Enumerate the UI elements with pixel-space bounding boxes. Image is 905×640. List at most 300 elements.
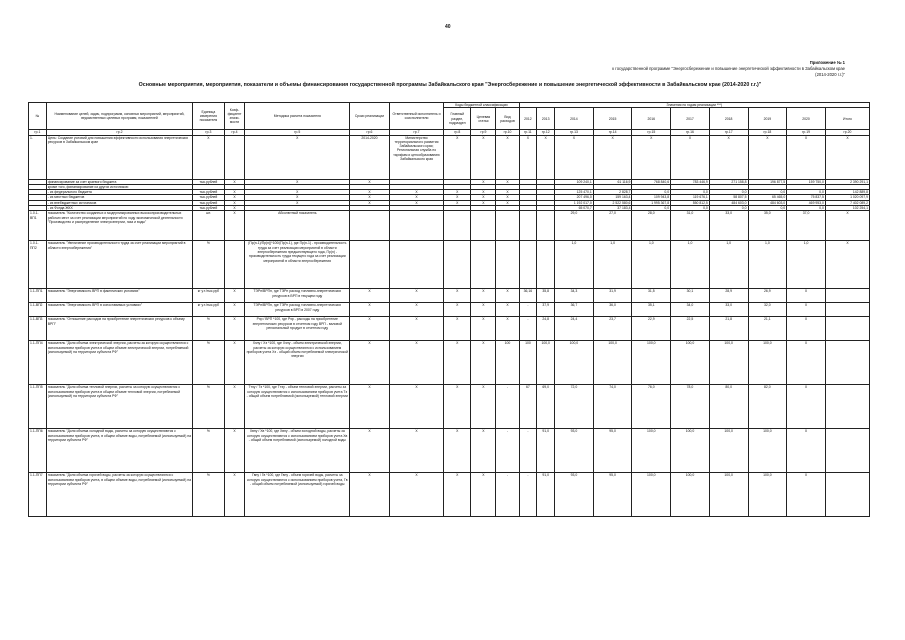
indicator-total: Х bbox=[825, 241, 869, 289]
finance-y2018: 58 807,5 bbox=[709, 195, 748, 200]
indicator-y2019: 21,1 bbox=[748, 317, 787, 341]
indicator-y2018: 33,0 bbox=[709, 211, 748, 241]
finance-y2017: 550 812,5 bbox=[671, 200, 710, 205]
finance-term: Х bbox=[350, 200, 390, 205]
col-number: гр.16 bbox=[671, 130, 710, 135]
finance-total: 1 020 097,9 bbox=[825, 195, 869, 200]
indicator-y2018: 80,0 bbox=[709, 385, 748, 429]
finance-term: Х bbox=[350, 190, 390, 195]
indicator-row bbox=[29, 429, 870, 473]
indicator-coef: Х bbox=[224, 303, 245, 317]
indicator-term bbox=[350, 211, 390, 241]
indicator-vid bbox=[496, 241, 519, 289]
finance-coef: Х bbox=[224, 195, 245, 200]
header-2016: 2016 bbox=[632, 108, 671, 130]
col-number: гр.12 bbox=[537, 130, 555, 135]
indicator-y2013 bbox=[537, 241, 555, 289]
indicator-y2013: 35,8 bbox=[537, 289, 555, 303]
header-vid: Вид расходов bbox=[496, 108, 519, 130]
indicator-y2019: 1,0 bbox=[748, 241, 787, 289]
finance-y2020: 469 953,0 bbox=[787, 200, 826, 205]
indicator-vid: Х bbox=[496, 317, 519, 341]
indicator-method: Хэлу / Хэ *100, где Хэлу - объем электрической энергии, расчеты за которую осуществляются с использованием приборов учета Хэ - общий объем потребляемой электрической энергии bbox=[245, 341, 350, 385]
finance-y2020: 0,0 bbox=[787, 206, 826, 211]
indicator-num: 1.1-ВП3 bbox=[29, 317, 47, 341]
indicator-y2018: 33,0 bbox=[709, 303, 748, 317]
indicator-total bbox=[825, 303, 869, 317]
finance-y2020: 75 837,5 bbox=[787, 195, 826, 200]
goal-coef bbox=[224, 135, 245, 179]
finance-y2014: 1 192 017,0 bbox=[555, 200, 594, 205]
indicator-vid: Х bbox=[496, 289, 519, 303]
appendix-text: к государственной программе "Энергосбережение и повышение энергетической эффективности в Забайкальском крае (2014-2020 г.г.)" bbox=[612, 66, 845, 77]
indicator-y2014: 34,3 bbox=[555, 289, 594, 303]
indicator-y2013: 91,0 bbox=[537, 429, 555, 473]
indicator-coef: Х bbox=[224, 211, 245, 241]
indicator-y2015: 23,7 bbox=[593, 317, 632, 341]
finance-y2015: 159 163,4 bbox=[593, 195, 632, 200]
indicator-y2012: - bbox=[519, 303, 537, 317]
finance-coef: Х bbox=[224, 179, 245, 184]
indicator-y2014: 36,7 bbox=[555, 303, 594, 317]
header-2017: 2017 bbox=[671, 108, 710, 130]
col-number: гр.20 bbox=[825, 130, 869, 135]
header-coef: Коэф-фициент значи-мости bbox=[224, 103, 245, 130]
finance-y2015: 37 183,4 bbox=[593, 206, 632, 211]
finance-y2018: 484 603,0 bbox=[709, 200, 748, 205]
indicator-y2015: 1,0 bbox=[593, 241, 632, 289]
finance-total: 2 390 291,1 bbox=[825, 179, 869, 184]
finance-glav: Х bbox=[444, 200, 471, 205]
indicator-glav: Х bbox=[444, 341, 471, 385]
indicator-vid: - bbox=[496, 473, 519, 517]
header-name: Наименование целей, задач, подпрограмм, основных мероприятий, мероприятий, ведомственных целевых программ, показателей bbox=[46, 103, 192, 130]
indicator-stat: Х bbox=[471, 473, 496, 517]
indicator-y2013: 37,9 bbox=[537, 303, 555, 317]
indicator-method: Рэр / ВРП *100, где Рэр - расходы на приобретение энергетических ресурсов в отчетном году ВРП - валовой региональный продукт в отчетном году bbox=[245, 317, 350, 341]
indicator-y2018: 28,9 bbox=[709, 289, 748, 303]
goal-unit: Х bbox=[193, 135, 224, 179]
header-2013: 2013 bbox=[537, 108, 555, 130]
col-number: гр.11 bbox=[519, 130, 537, 135]
finance-vid: Х bbox=[496, 195, 519, 200]
indicator-glav: Х bbox=[444, 317, 471, 341]
indicator-unit: шт. bbox=[193, 211, 224, 241]
finance-coef: Х bbox=[224, 190, 245, 195]
col-number: гр.10 bbox=[496, 130, 519, 135]
indicator-y2016: 31,5 bbox=[632, 289, 671, 303]
indicator-method: Ттэу / Тэ *100, где Ттэу - объем тепловой энергии, расчеты за которую осуществляются с использованием приборов учета Тэ - общий объем потребляемой (используемой) тепловой энергии bbox=[245, 385, 350, 429]
goal-2020: Х bbox=[787, 135, 826, 179]
finance-y2017: 783 446,9 bbox=[671, 179, 710, 184]
indicator-y2012: 100 bbox=[519, 341, 537, 385]
col-number: гр.1 bbox=[29, 130, 47, 135]
indicator-y2016: 100,0 bbox=[632, 341, 671, 385]
header-stat: Целевая статья bbox=[471, 108, 496, 130]
goal-term: 2014-2020 bbox=[350, 135, 390, 179]
goal-2017: Х bbox=[671, 135, 710, 179]
indicator-vid: - bbox=[496, 429, 519, 473]
header-unit: Единица измерения показателя bbox=[193, 103, 224, 130]
finance-y2015: 61 116,9 bbox=[593, 179, 632, 184]
finance-total: 142 889,8 bbox=[825, 190, 869, 195]
col-number: гр.14 bbox=[593, 130, 632, 135]
indicator-num: 1.1-ПП5 bbox=[29, 385, 47, 429]
indicator-total bbox=[825, 385, 869, 429]
finance-name: - из федерального бюджета bbox=[46, 190, 192, 195]
indicator-exec bbox=[389, 211, 443, 241]
header-method: Методика расчета показателя bbox=[245, 103, 350, 130]
indicator-row bbox=[29, 303, 870, 317]
indicator-y2017: 1,0 bbox=[671, 241, 710, 289]
indicator-term: Х bbox=[350, 289, 390, 303]
indicator-num: 1.1-ПП7 bbox=[29, 473, 47, 517]
indicator-num: 1.1-ПП6 bbox=[29, 429, 47, 473]
indicator-exec: Х bbox=[389, 317, 443, 341]
indicator-y2014: 1,0 bbox=[555, 241, 594, 289]
indicator-y2012: - bbox=[519, 429, 537, 473]
indicator-name: показатель "Доля объема электрической энергии, расчеты за которую осуществляются с использованием приборов учета в общем объеме электрической энергии, потребляемой (используемой) на территории субъекта РФ" bbox=[46, 341, 192, 385]
finance-name: кроме того, финансирование из других источников: bbox=[46, 184, 192, 189]
goal-vid: Х bbox=[496, 135, 519, 179]
table-body bbox=[29, 135, 870, 517]
indicator-coef bbox=[224, 241, 245, 289]
finance-y2014: 109 240,1 bbox=[555, 179, 594, 184]
indicator-total bbox=[825, 473, 869, 517]
indicator-method: Хвпу / Хв *100, где Хвпу - объем холодной воды, расчеты за которую осуществляются с использованием приборов учета Хв - общий объем потребляемой (используемой) холодной воды bbox=[245, 429, 350, 473]
indicator-y2014: 72,0 bbox=[555, 385, 594, 429]
indicator-unit: кг у.т./тыс.руб bbox=[193, 303, 224, 317]
document-title: Основные мероприятия, мероприятия, показатели и объемы финансирования государственной программы Забайкальского края "Энергосбережение и повышение энергетической эффективности в Забайкальском крае (2014-2020 г.г.)" bbox=[138, 82, 762, 88]
appendix-header bbox=[605, 60, 845, 78]
header-2015: 2015 bbox=[593, 108, 632, 130]
indicator-row bbox=[29, 473, 870, 517]
finance-method: Х bbox=[245, 190, 350, 195]
indicator-term: Х bbox=[350, 317, 390, 341]
col-number: гр.5 bbox=[245, 130, 350, 135]
goal-executor: Министерство территориального развития Забайкальского края; Региональная служба по тарифам и ценообразованию Забайкальского края bbox=[389, 135, 443, 179]
indicator-row bbox=[29, 385, 870, 429]
finance-unit: тыс.рублей bbox=[193, 200, 224, 205]
finance-y2017: 0,0 bbox=[671, 190, 710, 195]
header-2020: 2020 bbox=[787, 108, 826, 130]
indicator-coef: Х bbox=[224, 341, 245, 385]
indicator-num: 1.0.1-ПП2 bbox=[29, 241, 47, 289]
indicator-y2015: 74,0 bbox=[593, 385, 632, 429]
finance-method: Х bbox=[245, 179, 350, 184]
finance-coef: Х bbox=[224, 200, 245, 205]
header-glav: Главный раздел, подраздел bbox=[444, 108, 471, 130]
finance-vid: Х bbox=[496, 179, 519, 184]
goal-2013: Х bbox=[537, 135, 555, 179]
goal-method: Х bbox=[245, 135, 350, 179]
finance-y2015: 2 828,7 bbox=[593, 190, 632, 195]
indicator-num: 1.1-ПП4 bbox=[29, 341, 47, 385]
col-number: гр.18 bbox=[748, 130, 787, 135]
indicator-y2014: 93,0 bbox=[555, 473, 594, 517]
finance-stat: Х bbox=[471, 179, 496, 184]
indicator-name: показатель "Доля объема тепловой энергии, расчеты за которую осуществляются с использованием приборов учета в общем объеме тепловой энергии, потребляемой (используемой) на территории субъекта РФ" bbox=[46, 385, 192, 429]
finance-glav: Х bbox=[444, 190, 471, 195]
indicator-y2014: 24,4 bbox=[555, 317, 594, 341]
indicator-method: ТЭРн/ВРПн, где ТЭРн расход топливно-энергетических ресурсов в ВРП в 2007 году bbox=[245, 303, 350, 317]
indicator-y2012: 67 bbox=[519, 385, 537, 429]
indicator-coef: Х bbox=[224, 289, 245, 303]
indicator-y2019: 100,0 bbox=[748, 429, 787, 473]
indicator-y2017: 100,0 bbox=[671, 429, 710, 473]
indicator-y2012: - bbox=[519, 473, 537, 517]
finance-stat: Х bbox=[471, 190, 496, 195]
indicator-term: Х bbox=[350, 473, 390, 517]
header-budget-codes: Коды бюджетной классификации bbox=[444, 103, 519, 108]
col-number: гр.17 bbox=[709, 130, 748, 135]
finance-y2019: 65 465,0 bbox=[748, 195, 787, 200]
finance-y2014: 65 070,7 bbox=[555, 206, 594, 211]
indicator-name: показатель "Количество созданных и модернизированных высокопроизводительных рабочих мест за счет реализации мероприятий по ходу экономической деятельности "Производство и распределение электроэнергии, газа и воды" bbox=[46, 211, 192, 241]
indicator-method: ТЭРн/ВРПн, где ТЭРн расход топливно-энергетических ресурсов в ВРП в текущем году bbox=[245, 289, 350, 303]
indicator-coef: Х bbox=[224, 385, 245, 429]
goal-glav: Х bbox=[444, 135, 471, 179]
indicator-glav bbox=[444, 241, 471, 289]
finance-y2015: 2 522 580,6 bbox=[593, 200, 632, 205]
indicator-y2015: 95,0 bbox=[593, 429, 632, 473]
finance-stat: Х bbox=[471, 195, 496, 200]
indicator-exec: Х bbox=[389, 385, 443, 429]
col-number: гр.2 bbox=[46, 130, 192, 135]
indicator-total bbox=[825, 317, 869, 341]
indicator-glav bbox=[444, 211, 471, 241]
indicator-y2012 bbox=[519, 211, 537, 241]
indicator-y2018: 1,0 bbox=[709, 241, 748, 289]
finance-y2019: 484 603,0 bbox=[748, 200, 787, 205]
col-number: гр.8 bbox=[444, 130, 471, 135]
indicator-glav: Х bbox=[444, 473, 471, 517]
indicator-unit: % bbox=[193, 241, 224, 289]
indicator-stat: Х bbox=[471, 317, 496, 341]
indicator-unit: % bbox=[193, 317, 224, 341]
indicator-total bbox=[825, 429, 869, 473]
col-number: гр.9 bbox=[471, 130, 496, 135]
indicator-y2018: 100,0 bbox=[709, 473, 748, 517]
indicator-num: 1.0.1-ВП1 bbox=[29, 211, 47, 241]
indicator-y2019: 82,0 bbox=[748, 385, 787, 429]
indicator-y2016: 100,0 bbox=[632, 473, 671, 517]
goal-2014: Х bbox=[555, 135, 594, 179]
indicator-y2017: 100,0 bbox=[671, 473, 710, 517]
indicator-total bbox=[825, 341, 869, 385]
indicator-exec bbox=[389, 241, 443, 289]
program-table bbox=[28, 102, 870, 517]
indicator-exec: Х bbox=[389, 341, 443, 385]
finance-method: Х bbox=[245, 195, 350, 200]
header-num: № bbox=[29, 103, 47, 130]
indicator-y2014: 93,0 bbox=[555, 429, 594, 473]
finance-y2016: 768 840,6 bbox=[632, 179, 671, 184]
finance-unit: тыс.рублей bbox=[193, 195, 224, 200]
col-number: гр.13 bbox=[555, 130, 594, 135]
indicator-y2014: 29,0 bbox=[555, 211, 594, 241]
indicator-stat: Х bbox=[471, 303, 496, 317]
indicator-unit: % bbox=[193, 429, 224, 473]
finance-y2018: 0,0 bbox=[709, 190, 748, 195]
finance-method: Х bbox=[245, 200, 350, 205]
indicator-coef: Х bbox=[224, 429, 245, 473]
indicator-stat: Х bbox=[471, 429, 496, 473]
indicator-y2016: 22,9 bbox=[632, 317, 671, 341]
indicator-y2017: 31,0 bbox=[671, 211, 710, 241]
indicator-y2016: 100,0 bbox=[632, 429, 671, 473]
indicator-vid: Х bbox=[496, 303, 519, 317]
finance-y2014: 125 470,1 bbox=[555, 190, 594, 195]
finance-y2019: 0,0 bbox=[748, 206, 787, 211]
finance-glav: Х bbox=[444, 195, 471, 200]
finance-name: - из Фонда ЖКХ bbox=[46, 206, 192, 211]
appendix-title: Приложение № 1 bbox=[809, 60, 845, 65]
indicator-y2020: 1,0 bbox=[787, 241, 826, 289]
indicator-exec: Х bbox=[389, 473, 443, 517]
finance-y2016: 1 995 367,8 bbox=[632, 200, 671, 205]
indicator-name: показатель "Доля объема холодной воды, расчеты за которую осуществляются с использованием приборов учета, в общем объеме воды, потребляемой (используемой) на территории субъекта РФ" bbox=[46, 429, 192, 473]
indicator-y2020: Х bbox=[787, 303, 826, 317]
finance-unit: тыс.рублей bbox=[193, 179, 224, 184]
header-2019: 2019 bbox=[748, 108, 787, 130]
col-number: гр.7 bbox=[389, 130, 443, 135]
header-2012: 2012 bbox=[519, 108, 537, 130]
indicator-y2020: Х bbox=[787, 317, 826, 341]
indicator-y2020: Х bbox=[787, 385, 826, 429]
indicator-glav: Х bbox=[444, 303, 471, 317]
indicator-total bbox=[825, 289, 869, 303]
indicator-name: показатель "Энергоемкость ВРП в фактических условиях" bbox=[46, 289, 192, 303]
finance-name: - из внебюджетных источников bbox=[46, 200, 192, 205]
indicator-y2020: Х bbox=[787, 341, 826, 385]
indicator-y2019: 32,0 bbox=[748, 303, 787, 317]
indicator-unit: кг у.т./тыс.руб bbox=[193, 289, 224, 303]
indicator-stat: Х bbox=[471, 385, 496, 429]
finance-y2014: 207 496,0 bbox=[555, 195, 594, 200]
indicator-y2012 bbox=[519, 241, 537, 289]
indicator-row bbox=[29, 289, 870, 303]
header-2018: 2018 bbox=[709, 108, 748, 130]
indicator-y2016: 28,0 bbox=[632, 211, 671, 241]
indicator-y2013 bbox=[537, 211, 555, 241]
finance-name: финансирование за счет краевого бюджета bbox=[46, 179, 192, 184]
indicator-unit: % bbox=[193, 341, 224, 385]
finance-stat: Х bbox=[471, 200, 496, 205]
goal-name: Цель: Создание условий для повышения эффективности использования энергетических ресурсов в Забайкальском крае bbox=[46, 135, 192, 179]
indicator-y2016: 1,0 bbox=[632, 241, 671, 289]
indicator-method: Абсолютный показатель bbox=[245, 211, 350, 241]
col-number: гр.15 bbox=[632, 130, 671, 135]
col-number: гр.4 bbox=[224, 130, 245, 135]
indicator-unit: % bbox=[193, 385, 224, 429]
finance-coef: Х bbox=[224, 206, 245, 211]
indicator-total: Х bbox=[825, 211, 869, 241]
indicator-y2020: Х bbox=[787, 429, 826, 473]
page-number: 40 bbox=[445, 24, 451, 30]
indicator-vid: 100 bbox=[496, 341, 519, 385]
indicator-method: Гвпу / Гв *100, где Гвпу - объем горячей воды, расчеты за которую осуществляются с использованием приборов учета, Гв - общий объем потребляемой (используемой) горячей воды bbox=[245, 473, 350, 517]
finance-y2019: 196 877,5 bbox=[748, 179, 787, 184]
finance-total: 7 402 089,2 bbox=[825, 200, 869, 205]
indicator-y2017: 22,5 bbox=[671, 317, 710, 341]
indicator-y2013: 91,0 bbox=[537, 473, 555, 517]
indicator-stat bbox=[471, 211, 496, 241]
indicator-term: Х bbox=[350, 429, 390, 473]
goal-stat: Х bbox=[471, 135, 496, 179]
finance-exec: Х bbox=[389, 190, 443, 195]
goal-2018: Х bbox=[709, 135, 748, 179]
goal-2012: Х bbox=[519, 135, 537, 179]
finance-y2016: 0,0 bbox=[632, 206, 671, 211]
indicator-y2013: 24,8 bbox=[537, 317, 555, 341]
finance-y2017: 119 676,1 bbox=[671, 195, 710, 200]
finance-y2019: 0,0 bbox=[748, 190, 787, 195]
header-years-group: Значения по годам реализации ***) bbox=[519, 103, 869, 108]
indicator-y2016: 35,1 bbox=[632, 303, 671, 317]
col-number: гр.6 bbox=[350, 130, 390, 135]
indicator-stat: Х bbox=[471, 341, 496, 385]
indicator-y2015: 27,0 bbox=[593, 211, 632, 241]
indicator-y2019: 35,0 bbox=[748, 211, 787, 241]
indicator-name: показатель "Доля объема горячей воды, расчеты за которую осуществляются с использованием приборов учета, в общем объеме воды, потребляемой (используемой) на территории субъекта РФ" bbox=[46, 473, 192, 517]
indicator-y2015: 95,0 bbox=[593, 473, 632, 517]
indicator-y2019: 26,9 bbox=[748, 289, 787, 303]
indicator-term: Х bbox=[350, 341, 390, 385]
finance-y2020: 159 750,0 bbox=[787, 179, 826, 184]
finance-exec: Х bbox=[389, 200, 443, 205]
indicator-y2019: 100,0 bbox=[748, 341, 787, 385]
indicator-unit: % bbox=[193, 473, 224, 517]
indicator-y2016: 76,0 bbox=[632, 385, 671, 429]
finance-y2016: 0,0 bbox=[632, 190, 671, 195]
goal-row bbox=[29, 135, 870, 179]
indicator-num: 1.1-ПП1 bbox=[29, 289, 47, 303]
table-header bbox=[29, 103, 870, 136]
indicator-y2013: 69,0 bbox=[537, 385, 555, 429]
indicator-y2017: 30,1 bbox=[671, 289, 710, 303]
indicator-y2017: 34,0 bbox=[671, 303, 710, 317]
col-number: гр.19 bbox=[787, 130, 826, 135]
indicator-name: показатель "Энергоемкость ВРП в сопоставимых условиях" bbox=[46, 303, 192, 317]
indicator-vid bbox=[496, 211, 519, 241]
goal-2015: Х bbox=[593, 135, 632, 179]
indicator-name: показатель "Отношение расходов на приобретение энергетических ресурсов к объему ВРП" bbox=[46, 317, 192, 341]
indicator-y2014: 100,0 bbox=[555, 341, 594, 385]
indicator-vid: - bbox=[496, 385, 519, 429]
indicator-y2015: 31,9 bbox=[593, 289, 632, 303]
finance-total: 102 254,1 bbox=[825, 206, 869, 211]
finance-term: Х bbox=[350, 179, 390, 184]
indicator-row bbox=[29, 317, 870, 341]
indicator-y2015: 36,0 bbox=[593, 303, 632, 317]
col-number: гр.3 bbox=[193, 130, 224, 135]
indicator-y2019: 100,0 bbox=[748, 473, 787, 517]
finance-term: Х bbox=[350, 195, 390, 200]
indicator-y2020: Х bbox=[787, 473, 826, 517]
goal-num: 1. bbox=[29, 135, 47, 179]
finance-exec: Х bbox=[389, 195, 443, 200]
indicator-exec: Х bbox=[389, 289, 443, 303]
indicator-glav: Х bbox=[444, 385, 471, 429]
indicator-method: (Пр(n-1)/Пр(n))*100/(Пр(n-1), где Пр(n-1) - производительность труда за счет реализации мероприятий в области энергосбережения предшествующего года, Пр(n) - производительность труда текущего года за счет реализации мероприятий в области энергосбережения bbox=[245, 241, 350, 289]
finance-vid: Х bbox=[496, 200, 519, 205]
goal-2016: Х bbox=[632, 135, 671, 179]
indicator-exec: Х bbox=[389, 303, 443, 317]
indicator-row bbox=[29, 241, 870, 289]
finance-name: - из местных бюджетов bbox=[46, 195, 192, 200]
indicator-name: показатель "Увеличение производительности труда за счет реализации мероприятий в области энергосбережения" bbox=[46, 241, 192, 289]
